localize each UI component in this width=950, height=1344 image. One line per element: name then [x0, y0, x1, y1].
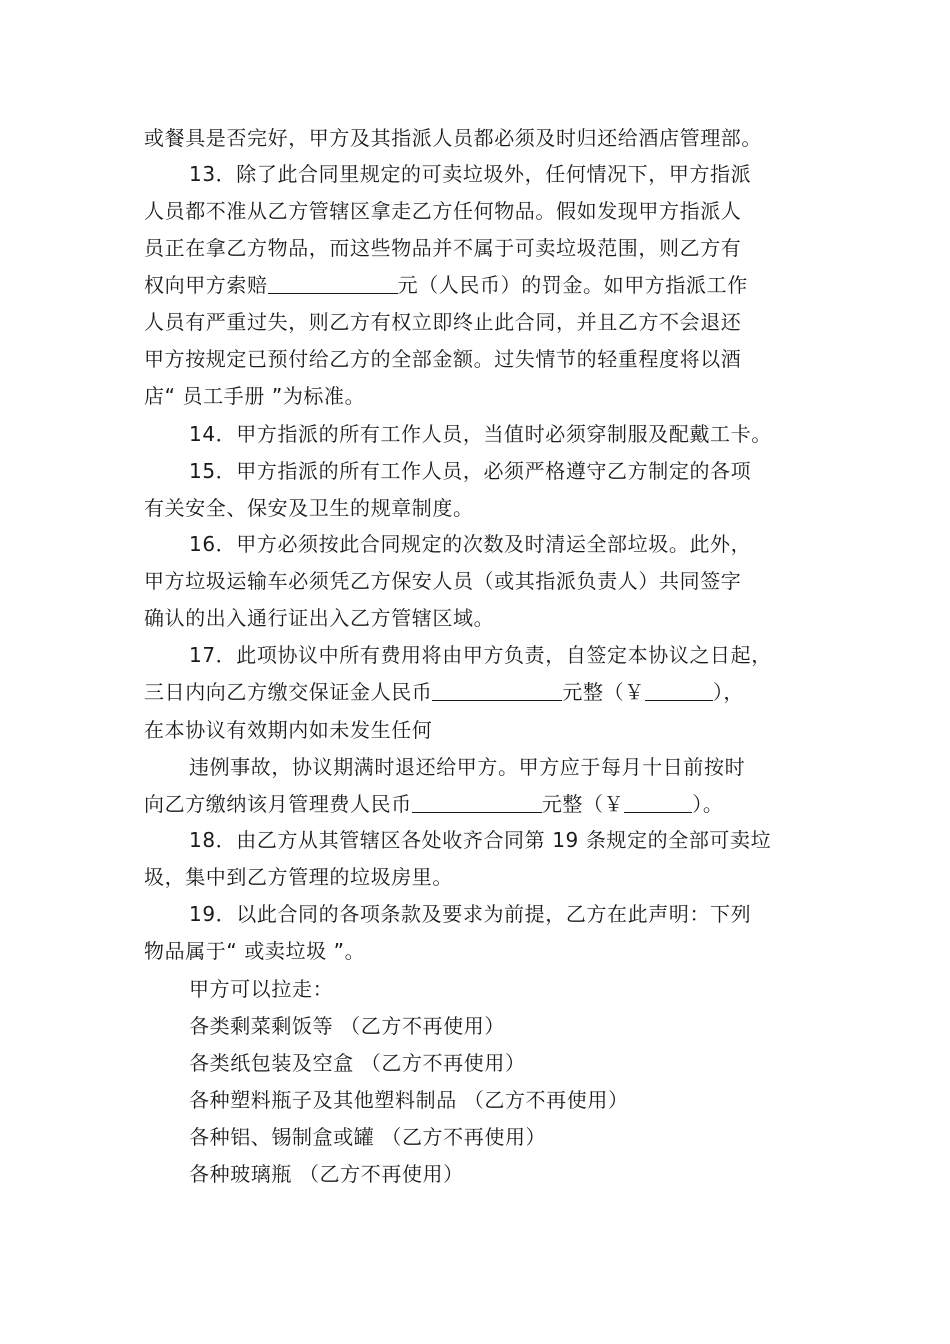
text-line-17: 在本协议有效期内如未发生任何	[144, 718, 433, 742]
text-line-23: 物品属于“ 或卖垃圾 ”。	[144, 939, 366, 963]
text-line-25: 各类剩菜剩饭等 （乙方不再使用）	[189, 1014, 505, 1038]
text-line-3: 人员都不准从乙方管辖区拿走乙方任何物品。假如发现甲方指派人	[144, 199, 742, 223]
text-line-27: 各种塑料瓶子及其他塑料制品 （乙方不再使用）	[189, 1088, 629, 1112]
text-segment: 向乙方缴纳该月管理费人民币	[144, 792, 412, 816]
text-line-28: 各种铝、锡制盒或罐 （乙方不再使用）	[189, 1125, 547, 1149]
text-line-9: 14．甲方指派的所有工作人员，当值时必须穿制服及配戴工卡。	[189, 422, 772, 446]
text-line-5	[144, 271, 748, 299]
fill-in-blank[interactable]	[624, 792, 692, 813]
fill-in-blank[interactable]	[268, 273, 398, 294]
text-line-20: 18．由乙方从其管辖区各处收齐合同第 19 条规定的全部可卖垃	[189, 828, 772, 852]
text-line-26: 各类纸包装及空盒 （乙方不再使用）	[189, 1051, 526, 1075]
text-segment: 元整（￥	[541, 792, 625, 816]
text-line-1: 或餐具是否完好，甲方及其指派人员都必须及时归还给酒店管理部。	[144, 126, 762, 150]
fill-in-blank[interactable]	[412, 792, 542, 813]
text-line-12: 16．甲方必须按此合同规定的次数及时清运全部垃圾。此外，	[189, 532, 752, 556]
text-line-21: 圾，集中到乙方管理的垃圾房里。	[144, 865, 453, 889]
text-line-11: 有关安全、保安及卫生的规章制度。	[144, 496, 474, 520]
text-line-14: 确认的出入通行证出入乙方管辖区域。	[144, 606, 495, 630]
text-line-15: 17．此项协议中所有费用将由甲方负责，自签定本协议之日起，	[189, 643, 772, 667]
fill-in-blank[interactable]	[645, 680, 713, 701]
text-segment: ），	[712, 680, 745, 704]
text-line-19	[144, 790, 723, 818]
text-segment: 权向甲方索赔	[144, 273, 268, 297]
text-line-16	[144, 678, 744, 706]
text-line-4: 员正在拿乙方物品，而这些物品并不属于可卖垃圾范围，则乙方有	[144, 236, 742, 260]
text-segment: ）。	[692, 792, 724, 816]
text-line-8: 店“ 员工手册 ”为标准。	[144, 384, 366, 408]
text-segment: 元整（￥	[562, 680, 645, 704]
text-line-10: 15．甲方指派的所有工作人员，必须严格遵守乙方制定的各项	[189, 459, 752, 483]
text-line-24: 甲方可以拉走：	[189, 977, 334, 1001]
text-line-29: 各种玻璃瓶 （乙方不再使用）	[189, 1162, 464, 1186]
text-line-22: 19．以此合同的各项条款及要求为前提，乙方在此声明：下列	[189, 902, 752, 926]
fill-in-blank[interactable]	[432, 680, 562, 701]
text-segment: 三日内向乙方缴交保证金人民币	[144, 680, 433, 704]
text-line-6: 人员有严重过失，则乙方有权立即终止此合同，并且乙方不会退还	[144, 310, 742, 334]
text-line-13: 甲方垃圾运输车必须凭乙方保安人员（或其指派负责人）共同签字	[144, 569, 742, 593]
text-line-2: 13．除了此合同里规定的可卖垃圾外，任何情况下，甲方指派	[189, 162, 752, 186]
text-segment: 元（人民币）的罚金。如甲方指派工作	[397, 273, 748, 297]
text-line-7: 甲方按规定已预付给乙方的全部金额。过失情节的轻重程度将以酒	[144, 347, 742, 371]
text-line-18: 违例事故，协议期满时退还给甲方。甲方应于每月十日前按时	[189, 755, 746, 779]
